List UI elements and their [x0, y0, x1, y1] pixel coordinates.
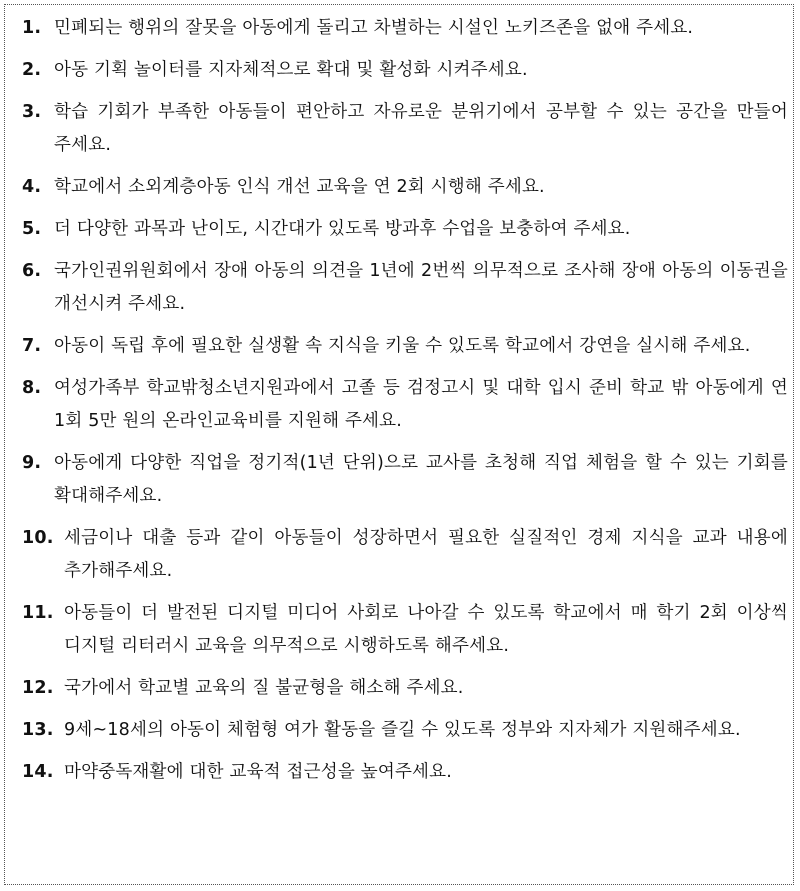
item-number: 7.: [22, 336, 42, 356]
list-item: [22, 330, 788, 363]
item-number: 4.: [22, 177, 42, 197]
item-text: 민폐되는 행위의 잘못을 아동에게 돌리고 차별하는 시설인 노키즈존을 없애 주세요.: [54, 18, 694, 38]
list-item: [22, 447, 788, 513]
recommendation-list: [22, 12, 788, 798]
list-item: [22, 171, 788, 204]
item-text: 마약중독재활에 대한 교육적 접근성을 높여주세요.: [64, 762, 453, 782]
item-number: 10.: [22, 528, 54, 548]
item-number: 14.: [22, 762, 54, 782]
item-text: 아동 기획 놀이터를 지자체적으로 확대 및 활성화 시켜주세요.: [54, 60, 528, 80]
list-item: [22, 714, 788, 747]
list-item: [22, 12, 788, 45]
item-number: 1.: [22, 18, 42, 38]
item-number: 8.: [22, 378, 42, 398]
item-text: 아동이 독립 후에 필요한 실생활 속 지식을 키울 수 있도록 학교에서 강연을 실시해 주세요.: [54, 336, 751, 356]
item-text: 여성가족부 학교밖청소년지원과에서 고졸 등 검정고시 및 대학 입시 준비 학교 밖 아동에게 연 1회 5만 원의 온라인교육비를 지원해 주세요.: [54, 378, 788, 431]
item-number: 6.: [22, 261, 42, 281]
list-item: [22, 522, 788, 588]
item-number: 12.: [22, 678, 54, 698]
list-item: [22, 756, 788, 789]
list-item: [22, 372, 788, 438]
list-item: [22, 213, 788, 246]
item-number: 2.: [22, 60, 42, 80]
item-text: 더 다양한 과목과 난이도, 시간대가 있도록 방과후 수업을 보충하여 주세요.: [54, 219, 631, 239]
list-item: [22, 54, 788, 87]
item-number: 5.: [22, 219, 42, 239]
item-text: 아동들이 더 발전된 디지털 미디어 사회로 나아갈 수 있도록 학교에서 매 학기 2회 이상씩 디지털 리터러시 교육을 의무적으로 시행하도록 해주세요.: [64, 603, 788, 656]
item-number: 11.: [22, 603, 54, 623]
item-number: 9.: [22, 453, 42, 473]
item-text: 국가인권위원회에서 장애 아동의 의견을 1년에 2번씩 의무적으로 조사해 장애 아동의 이동권을 개선시켜 주세요.: [54, 261, 788, 314]
list-item: [22, 672, 788, 705]
item-text: 국가에서 학교별 교육의 질 불균형을 해소해 주세요.: [64, 678, 464, 698]
item-text: 9세~18세의 아동이 체험형 여가 활동을 즐길 수 있도록 정부와 지자체가 지원해주세요.: [64, 720, 741, 740]
item-number: 3.: [22, 102, 42, 122]
list-item: [22, 597, 788, 663]
item-text: 학습 기회가 부족한 아동들이 편안하고 자유로운 분위기에서 공부할 수 있는 공간을 만들어 주세요.: [54, 102, 788, 155]
item-number: 13.: [22, 720, 54, 740]
item-text: 세금이나 대출 등과 같이 아동들이 성장하면서 필요한 실질적인 경제 지식을 교과 내용에 추가해주세요.: [64, 528, 788, 581]
item-text: 학교에서 소외계층아동 인식 개선 교육을 연 2회 시행해 주세요.: [54, 177, 545, 197]
item-text: 아동에게 다양한 직업을 정기적(1년 단위)으로 교사를 초청해 직업 체험을 할 수 있는 기회를 확대해주세요.: [54, 453, 788, 506]
list-item: [22, 255, 788, 321]
list-item: [22, 96, 788, 162]
